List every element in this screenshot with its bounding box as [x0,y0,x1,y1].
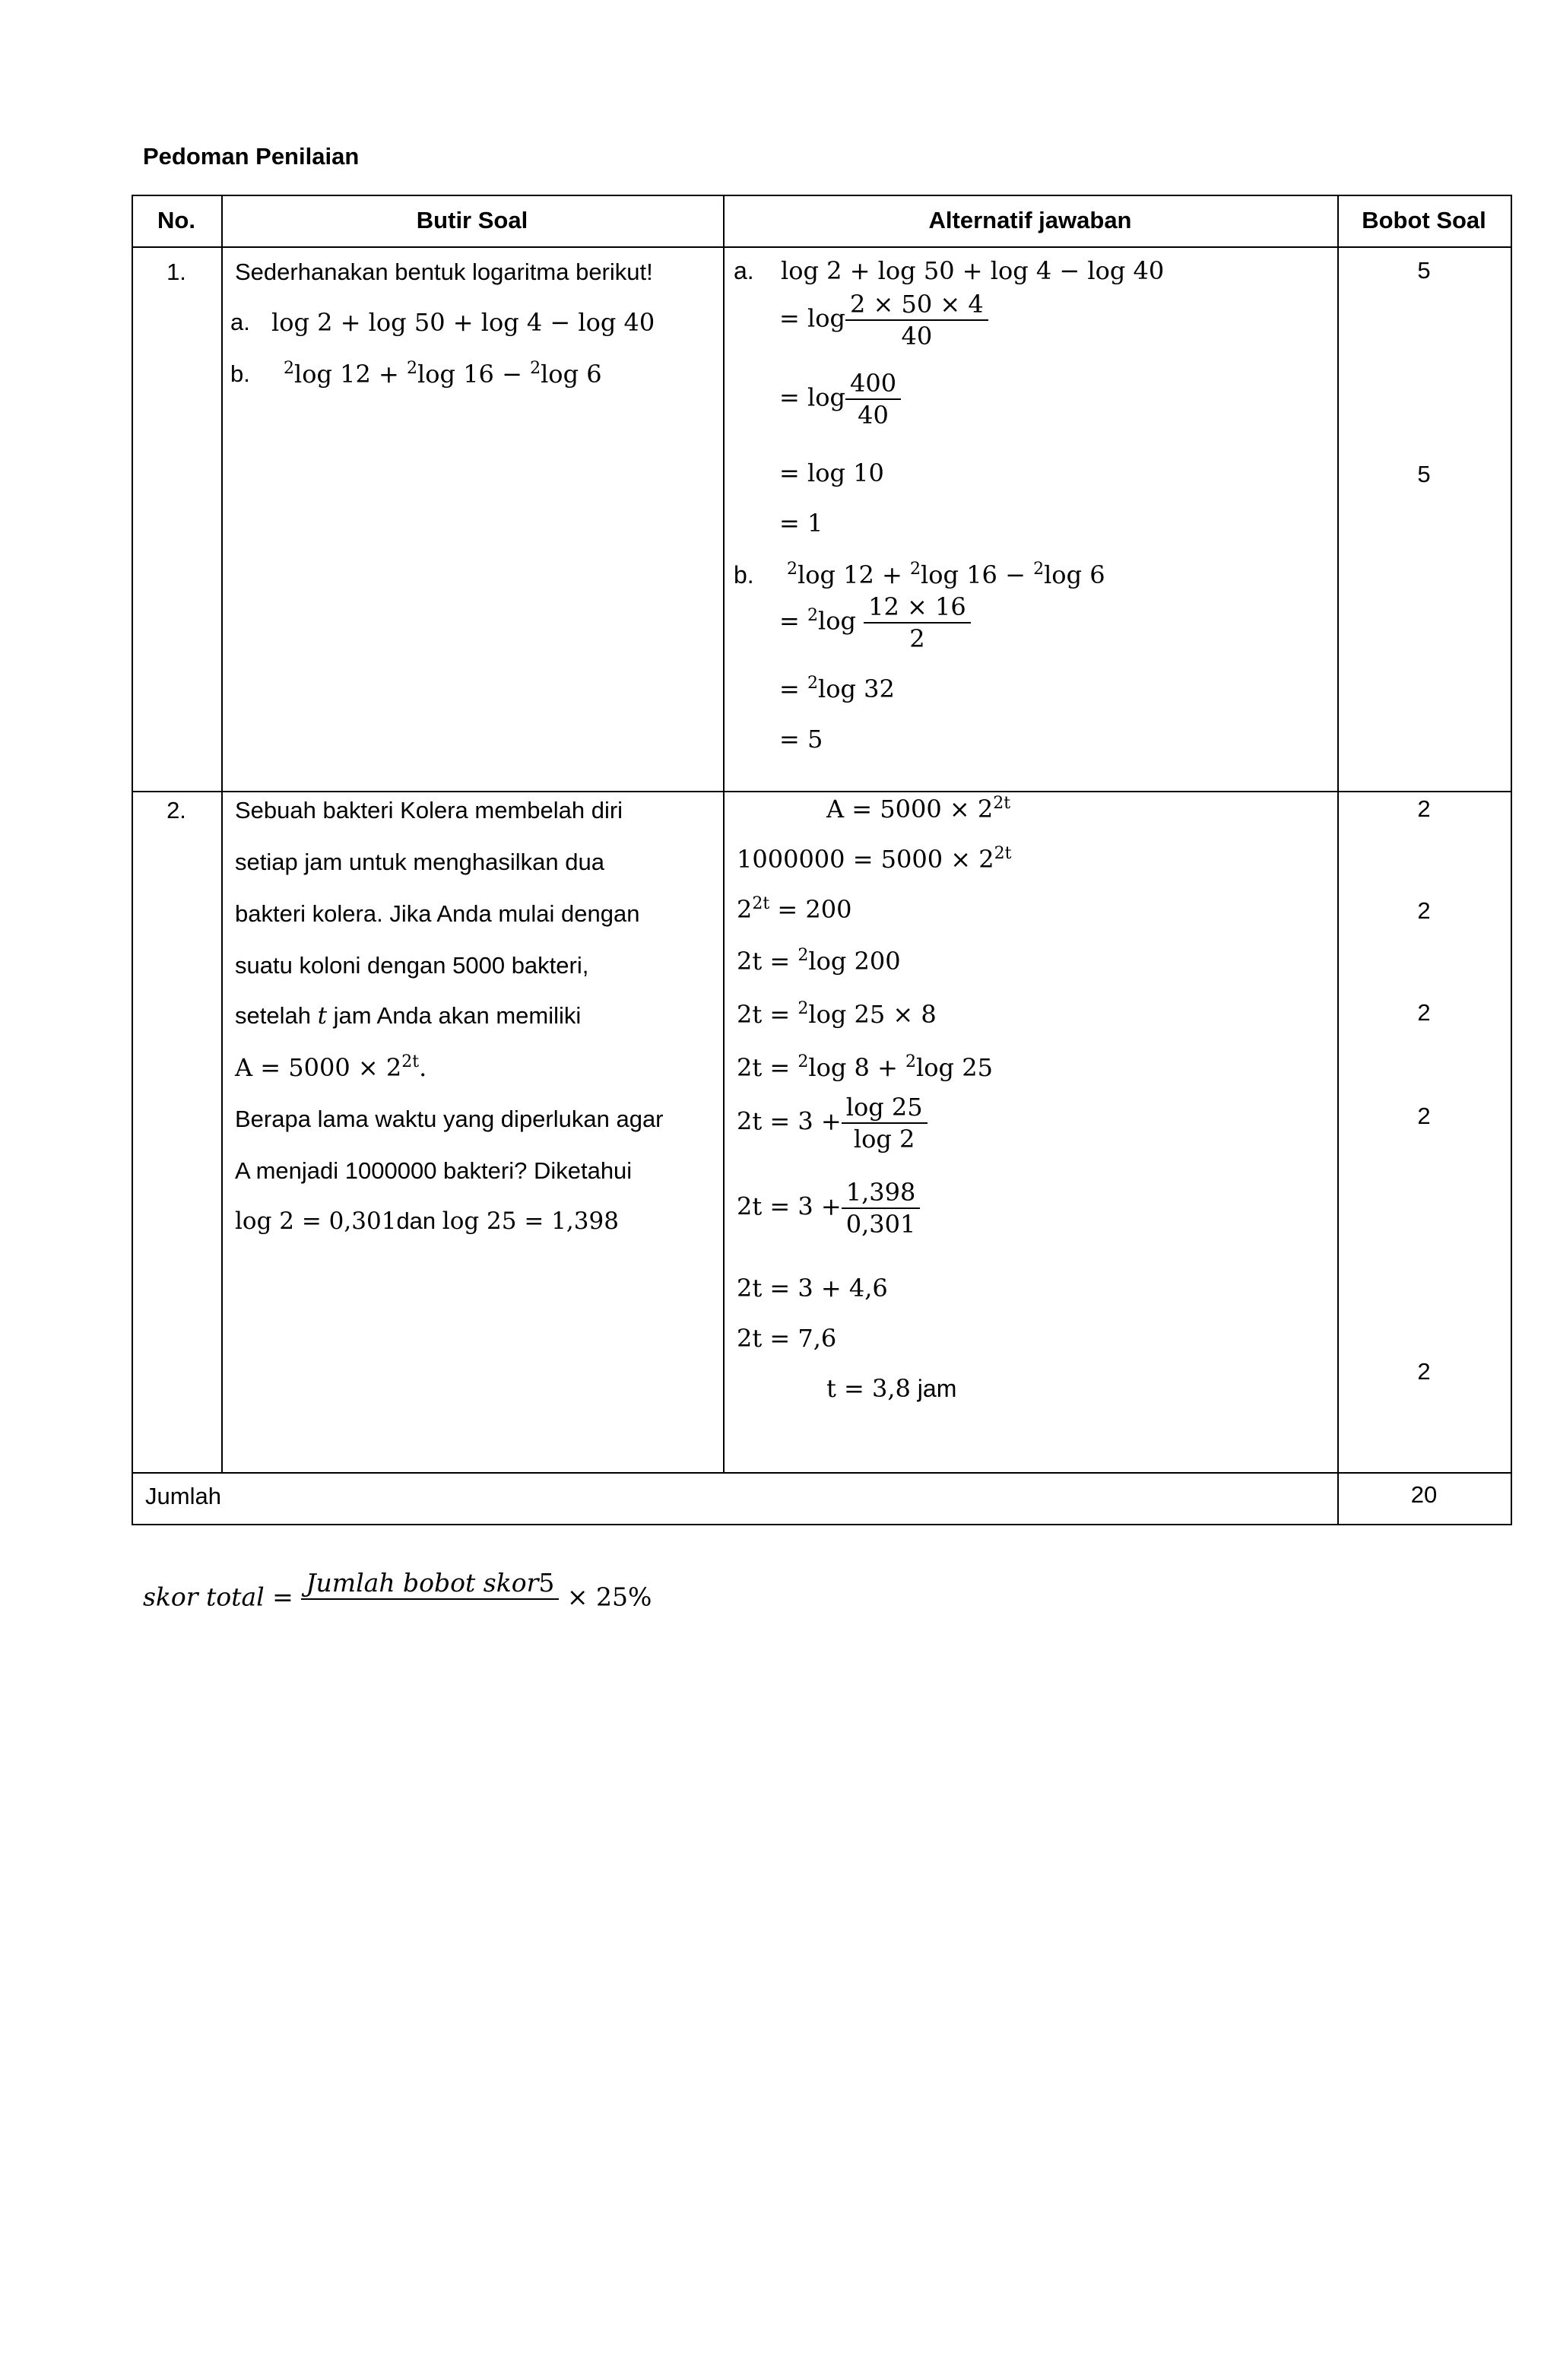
q1-answer-a-step1: = log $\frac{2 \times 50 \times 4}{40}$ [779,289,988,351]
q1-b-expression: $^2$log 12 + $^2$log 16 − $^2$log 6 [284,359,602,389]
page-heading: Pedoman Penilaian [143,143,360,170]
q1-answer-b-step2: = $^2$log 32 [779,674,895,703]
q2-line-9: log 2 = 0,301dan log 25 = 1,398 [235,1207,619,1235]
q2-weight-5: 2 [1417,1358,1431,1385]
q1-answer-a-step4: = 1 [779,509,823,538]
q2-line-1: Sebuah bakteri Kolera membelah diri [235,797,623,823]
q2-answer-step4: 2t = $^2$log 25 × 8 [737,999,937,1029]
q1-answer-b-label: b. [734,561,754,589]
q1-answer-a-step3: = log 10 [779,459,884,487]
q1-b-label: b. [230,360,250,387]
q1-answer-b-line: $^2$log 12 + $^2$log 16 − $^2$log 6 [787,560,1105,589]
q2-weight-2: 2 [1417,897,1431,924]
q2-line-4: suatu koloni dengan 5000 bakteri, [235,952,589,979]
q1-answer-b-step1: = $^2$log $\frac{12 \times 16}{2}$ [779,592,971,654]
q2-answer-step5: 2t = $^2$log 8 + $^2$log 25 [737,1052,993,1082]
q1-number: 1. [166,259,186,285]
q2-weight-3: 2 [1417,999,1431,1026]
q2-answer-step0: $A = 5000 \times 2^{2t}$ [826,794,1011,823]
score-formula: skor total = Jumlah bobot skor5 × 25% [143,1568,652,1630]
q1-weight-a: 5 [1417,257,1431,284]
q2-line-7: Berapa lama waktu yang diperlukan agar [235,1106,664,1132]
header-bobot-soal: Bobot Soal [1362,207,1486,233]
q1-answer-a-label: a. [734,257,754,284]
q2-answer-step1: $1000000 = 5000 \times 2^{2t}$ [737,844,1012,874]
q2-answer-step10: t = 3,8 jam [826,1374,957,1403]
q2-answer-step7: 2t = 3 + $\frac{1,398}{0,301}$ [737,1177,920,1239]
q2-weight-4: 2 [1417,1103,1431,1129]
total-value: 20 [1410,1481,1438,1508]
q1-prompt: Sederhanakan bentuk logaritma berikut! [235,259,653,285]
header-no: No. [157,207,195,233]
q2-answer-step6: 2t = 3 + $\frac{\log 25}{\log 2}$ [737,1092,928,1154]
q2-line-5: setelah t jam Anda akan memiliki [235,1002,582,1030]
q2-answer-step2: $2^{2t} = 200$ [737,894,852,924]
q1-answer-a-line: log 2 + log 50 + log 4 − log 40 [781,256,1165,285]
q2-answer-step3: 2t = $^2$log 200 [737,946,901,976]
header-alternatif-jawaban: Alternatif jawaban [928,207,1132,233]
header-butir-soal: Butir Soal [416,207,528,233]
q2-answer-step8: 2t = 3 + 4,6 [737,1274,888,1303]
q2-line-3: bakteri kolera. Jika Anda mulai dengan [235,900,640,927]
q1-a-expression: log 2 + log 50 + log 4 − log 40 [271,308,655,337]
q1-a-label: a. [230,309,250,335]
q2-line-8: A menjadi 1000000 bakteri? Diketahui [235,1157,633,1184]
q2-line-6-formula: $A = 5000 \times 2^{2t}$. [235,1052,427,1082]
q1-answer-b-step3: = 5 [779,725,823,754]
total-label: Jumlah [145,1483,221,1509]
q2-number: 2. [166,797,186,823]
scoring-table [132,195,1512,1525]
q2-answer-step9: 2t = 7,6 [737,1324,837,1353]
q1-answer-a-step2: = log $\frac{400}{40}$ [779,368,901,430]
q1-weight-b: 5 [1417,461,1431,487]
q2-line-2: setiap jam untuk menghasilkan dua [235,849,604,875]
q2-weight-1: 2 [1417,795,1431,822]
